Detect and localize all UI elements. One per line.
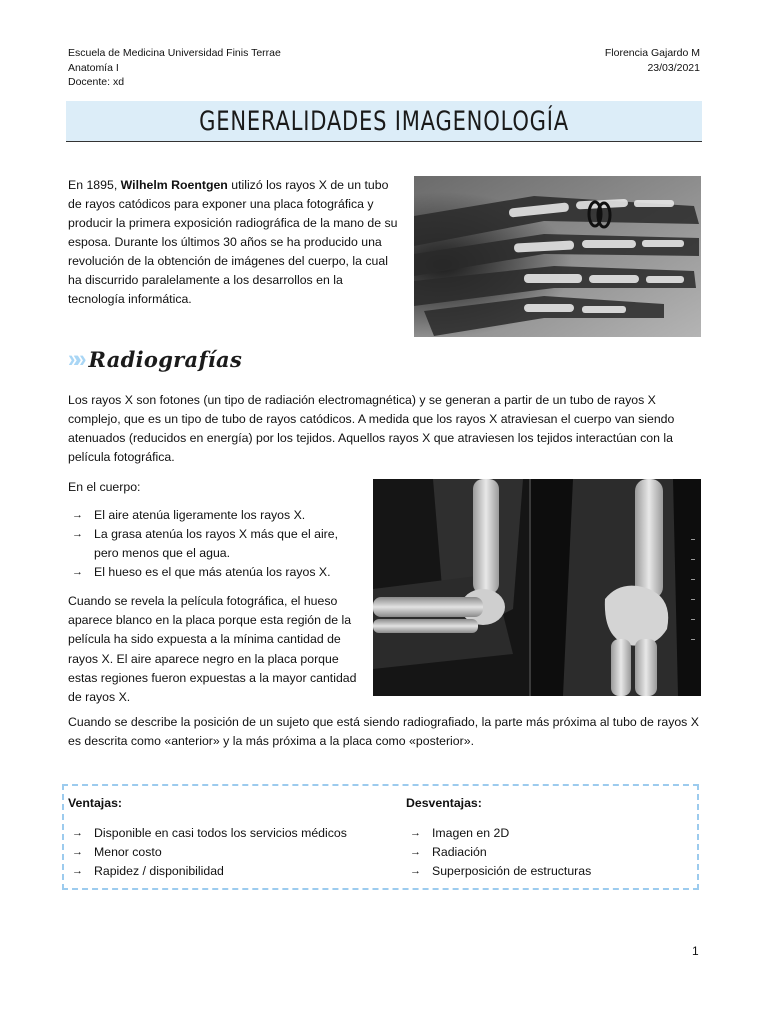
- pros-cons-box: [62, 784, 699, 890]
- section-heading: [68, 346, 242, 372]
- arrow-right-icon: →: [72, 846, 83, 858]
- header-teacher: Docente: xd: [68, 76, 125, 88]
- hand-xray-image: [414, 176, 701, 337]
- header-right: [605, 46, 700, 75]
- elbow-xray-image: [373, 479, 701, 696]
- cons-column: [406, 794, 696, 881]
- paragraph-film: Cuando se revela la película fotográfica, el hueso aparece blanco en la placa porque esta región de la película ha sido expuesta a la mínima cantidad de rayos X. El aire aparece negro en la placa porque estas regiones fueron expuestas a la mayor cantidad de rayos X.: [68, 594, 357, 705]
- intro-paragraph: [68, 176, 400, 309]
- header-date: 23/03/2021: [647, 61, 700, 74]
- page-number: 1: [692, 944, 699, 958]
- paragraph-xrays: Los rayos X son fotones (un tipo de radiación electromagnética) y se generan a partir de un tubo de rayos X complejo, que es un tipo de tubo de rayos catódicos. A medida que los rayos X atraviesan el cuerpo van siendo atenuados (reducidos en energía) por los tejidos. Aquellos rayos X que atraviesen los tejidos interactúan con la película fotográfica.: [68, 393, 675, 464]
- arrow-right-icon: →: [410, 827, 421, 839]
- pros-title: Ventajas:: [68, 796, 122, 810]
- cons-title: Desventajas:: [406, 796, 482, 810]
- intro-prefix: En 1895,: [68, 178, 121, 192]
- arrow-right-icon: →: [72, 865, 83, 877]
- list-item: → Imagen en 2D: [406, 824, 696, 843]
- arrow-right-icon: →: [72, 509, 83, 521]
- list-item: → Superposición de estructuras: [406, 862, 696, 881]
- list-item: → Menor costo: [68, 843, 398, 862]
- intro-bold-name: Wilhelm Roentgen: [120, 178, 228, 192]
- pros-column: [68, 794, 398, 881]
- list-item: → Rapidez / disponibilidad: [68, 862, 398, 881]
- arrow-right-icon: →: [72, 827, 83, 839]
- body-attenuation-list: [68, 506, 358, 582]
- list-item: → Radiación: [406, 843, 696, 862]
- header-course: Anatomía I: [68, 61, 119, 74]
- header-left: [68, 46, 281, 90]
- section-title: Radiografías: [88, 346, 243, 372]
- chevron-right-icon: »»: [68, 344, 81, 373]
- arrow-right-icon: →: [72, 566, 83, 578]
- cons-list: [406, 824, 696, 881]
- body-label: En el cuerpo:: [68, 480, 141, 494]
- page-title: GENERALIDADES IMAGENOLOGÍA: [199, 105, 569, 137]
- arrow-right-icon: →: [410, 846, 421, 858]
- header-school: Escuela de Medicina Universidad Finis Terrae: [68, 47, 281, 59]
- arrow-right-icon: →: [72, 528, 83, 540]
- list-item: → Disponible en casi todos los servicios médicos: [68, 824, 398, 843]
- arrow-right-icon: →: [410, 865, 421, 877]
- list-item: → La grasa atenúa los rayos X más que el aire, pero menos que el agua.: [72, 527, 339, 560]
- header-author: Florencia Gajardo M: [604, 47, 700, 59]
- title-banner: [66, 101, 702, 142]
- pros-list: [68, 824, 398, 881]
- paragraph-position: Cuando se describe la posición de un sujeto que está siendo radiografiado, la parte más próxima al tubo de rayos X es descrita como «anterior» y la más próxima a la placa como «posterior».: [68, 715, 699, 748]
- intro-suffix: utilizó los rayos X de un tubo de rayos catódicos para exponer una placa fotográfica y producir la primera exposición radiográfica de la mano de su esposa. Durante los últimos 30 años se ha producido una revolución de la obtención de imágenes del cuerpo, la cual ha discurrido paralelamente a los desarrollos en la tecnología informática.: [68, 178, 398, 306]
- list-item: → El hueso es el que más atenúa los rayos X.: [68, 563, 358, 582]
- list-item: → El aire atenúa ligeramente los rayos X.: [68, 506, 358, 525]
